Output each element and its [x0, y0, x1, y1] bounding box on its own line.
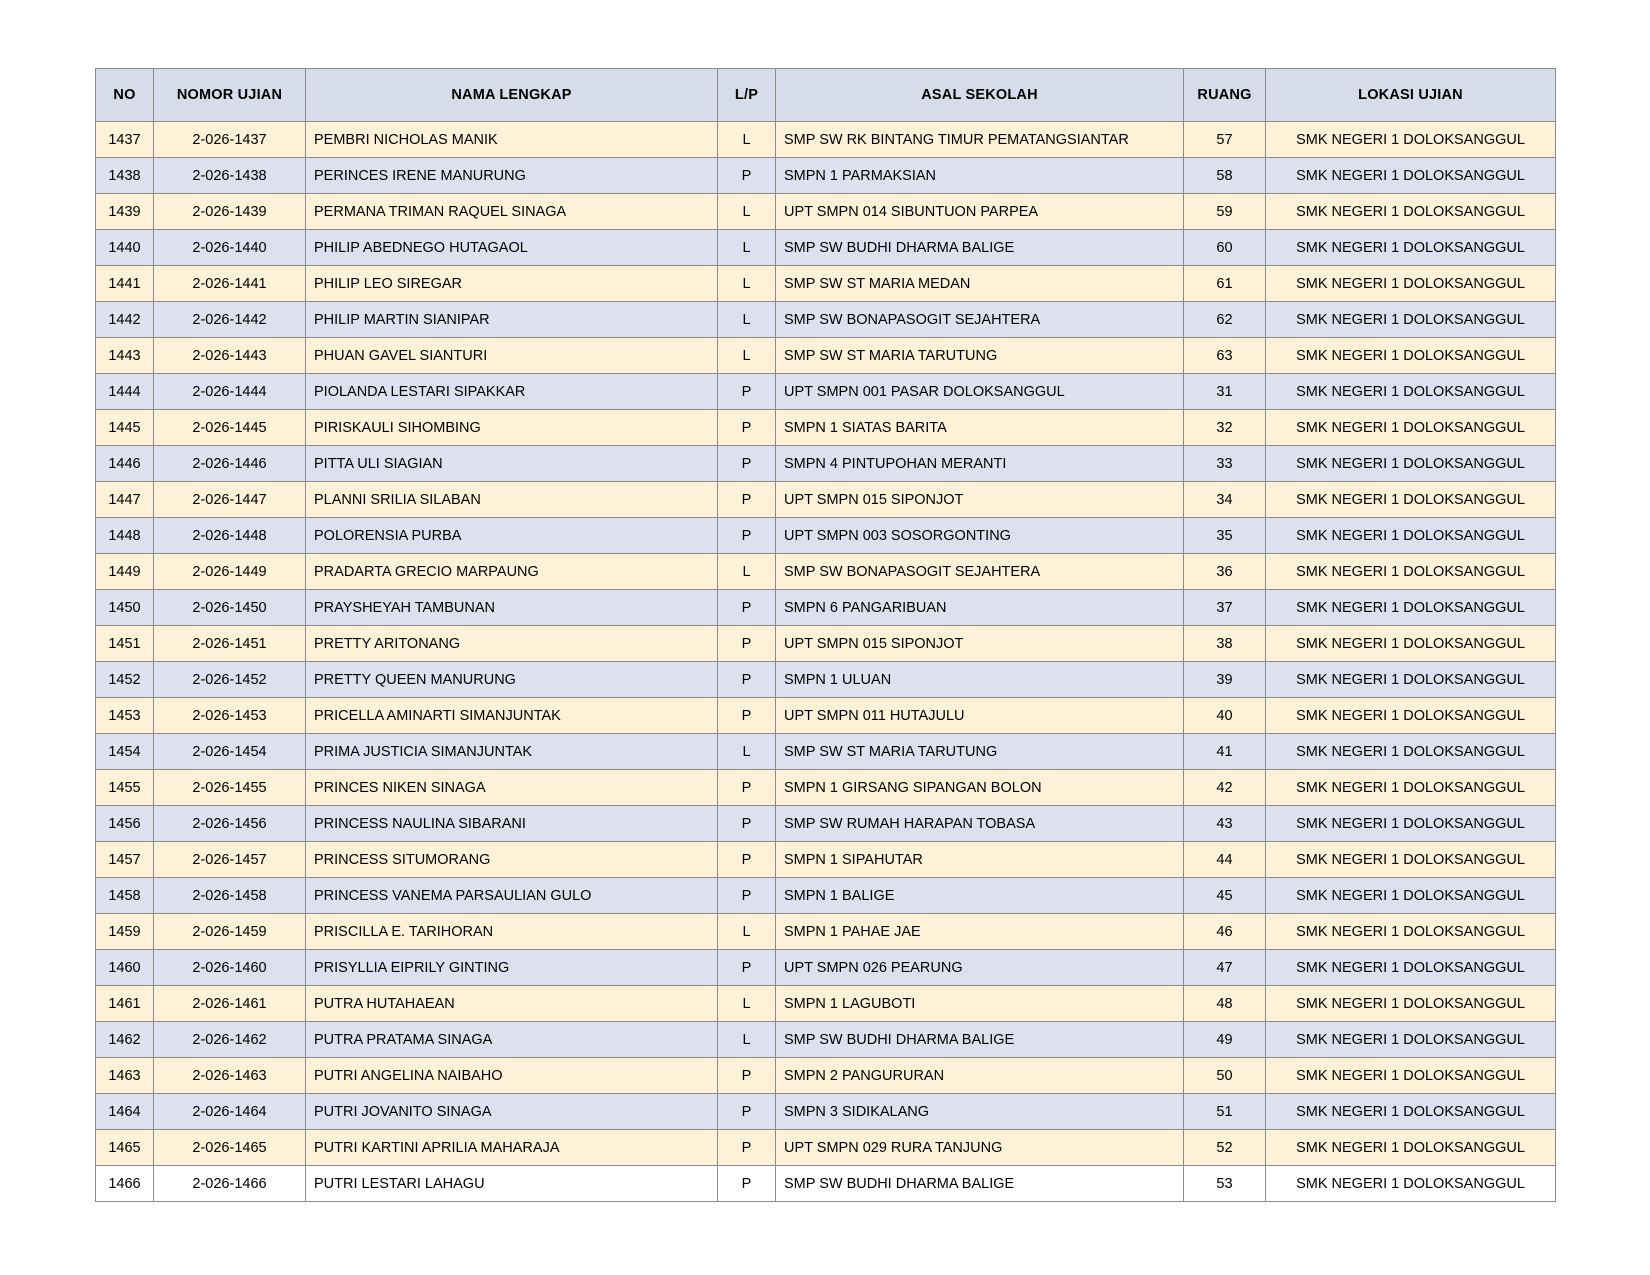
- cell-lokasi-ujian: SMK NEGERI 1 DOLOKSANGGUL: [1266, 194, 1556, 230]
- cell-no: 1464: [96, 1094, 154, 1130]
- column-header-asal-sekolah: ASAL SEKOLAH: [776, 69, 1184, 122]
- cell-asal-sekolah: SMP SW ST MARIA TARUTUNG: [776, 338, 1184, 374]
- cell-lp: P: [718, 482, 776, 518]
- cell-nama-lengkap: PRINCESS SITUMORANG: [306, 842, 718, 878]
- cell-ruang: 34: [1184, 482, 1266, 518]
- cell-nama-lengkap: PRISCILLA E. TARIHORAN: [306, 914, 718, 950]
- table-row: [96, 1058, 1556, 1094]
- cell-asal-sekolah: SMP SW BUDHI DHARMA BALIGE: [776, 1022, 1184, 1058]
- cell-lokasi-ujian: SMK NEGERI 1 DOLOKSANGGUL: [1266, 590, 1556, 626]
- table-row: [96, 158, 1556, 194]
- cell-lokasi-ujian: SMK NEGERI 1 DOLOKSANGGUL: [1266, 1166, 1556, 1202]
- cell-no: 1466: [96, 1166, 154, 1202]
- cell-nama-lengkap: PIOLANDA LESTARI SIPAKKAR: [306, 374, 718, 410]
- cell-lokasi-ujian: SMK NEGERI 1 DOLOKSANGGUL: [1266, 878, 1556, 914]
- cell-lp: L: [718, 1022, 776, 1058]
- cell-ruang: 32: [1184, 410, 1266, 446]
- cell-lp: L: [718, 914, 776, 950]
- cell-nomor-ujian: 2-026-1441: [154, 266, 306, 302]
- cell-lokasi-ujian: SMK NEGERI 1 DOLOKSANGGUL: [1266, 1058, 1556, 1094]
- table-row: [96, 626, 1556, 662]
- cell-nama-lengkap: PRADARTA GRECIO MARPAUNG: [306, 554, 718, 590]
- table-row: [96, 986, 1556, 1022]
- cell-lp: P: [718, 590, 776, 626]
- cell-asal-sekolah: SMP SW ST MARIA MEDAN: [776, 266, 1184, 302]
- table-header-row: [96, 69, 1556, 122]
- cell-nama-lengkap: PIRISKAULI SIHOMBING: [306, 410, 718, 446]
- cell-asal-sekolah: SMPN 1 PARMAKSIAN: [776, 158, 1184, 194]
- cell-nomor-ujian: 2-026-1444: [154, 374, 306, 410]
- cell-no: 1447: [96, 482, 154, 518]
- cell-asal-sekolah: SMP SW BONAPASOGIT SEJAHTERA: [776, 554, 1184, 590]
- cell-nomor-ujian: 2-026-1443: [154, 338, 306, 374]
- cell-lp: P: [718, 662, 776, 698]
- cell-lp: P: [718, 374, 776, 410]
- cell-asal-sekolah: SMPN 1 GIRSANG SIPANGAN BOLON: [776, 770, 1184, 806]
- table-row: [96, 590, 1556, 626]
- cell-ruang: 61: [1184, 266, 1266, 302]
- table-row: [96, 734, 1556, 770]
- cell-asal-sekolah: SMPN 1 PAHAE JAE: [776, 914, 1184, 950]
- cell-lp: L: [718, 986, 776, 1022]
- cell-nomor-ujian: 2-026-1461: [154, 986, 306, 1022]
- cell-lokasi-ujian: SMK NEGERI 1 DOLOKSANGGUL: [1266, 410, 1556, 446]
- cell-lp: L: [718, 338, 776, 374]
- cell-nama-lengkap: PHILIP ABEDNEGO HUTAGAOL: [306, 230, 718, 266]
- cell-asal-sekolah: SMPN 1 SIPAHUTAR: [776, 842, 1184, 878]
- cell-nomor-ujian: 2-026-1437: [154, 122, 306, 158]
- cell-nama-lengkap: PRETTY ARITONANG: [306, 626, 718, 662]
- cell-no: 1452: [96, 662, 154, 698]
- cell-nomor-ujian: 2-026-1449: [154, 554, 306, 590]
- cell-asal-sekolah: SMPN 1 ULUAN: [776, 662, 1184, 698]
- cell-ruang: 58: [1184, 158, 1266, 194]
- cell-asal-sekolah: SMPN 3 SIDIKALANG: [776, 1094, 1184, 1130]
- cell-asal-sekolah: SMP SW BUDHI DHARMA BALIGE: [776, 230, 1184, 266]
- cell-ruang: 57: [1184, 122, 1266, 158]
- cell-nama-lengkap: POLORENSIA PURBA: [306, 518, 718, 554]
- table-row: [96, 914, 1556, 950]
- cell-lp: P: [718, 446, 776, 482]
- cell-nomor-ujian: 2-026-1438: [154, 158, 306, 194]
- cell-lp: P: [718, 1166, 776, 1202]
- cell-nomor-ujian: 2-026-1447: [154, 482, 306, 518]
- cell-asal-sekolah: SMPN 1 LAGUBOTI: [776, 986, 1184, 1022]
- cell-lokasi-ujian: SMK NEGERI 1 DOLOKSANGGUL: [1266, 1022, 1556, 1058]
- cell-nomor-ujian: 2-026-1457: [154, 842, 306, 878]
- cell-asal-sekolah: SMPN 4 PINTUPOHAN MERANTI: [776, 446, 1184, 482]
- cell-lp: P: [718, 950, 776, 986]
- cell-no: 1440: [96, 230, 154, 266]
- cell-ruang: 62: [1184, 302, 1266, 338]
- cell-no: 1438: [96, 158, 154, 194]
- cell-ruang: 42: [1184, 770, 1266, 806]
- cell-lp: P: [718, 842, 776, 878]
- cell-ruang: 37: [1184, 590, 1266, 626]
- cell-ruang: 51: [1184, 1094, 1266, 1130]
- cell-lp: P: [718, 878, 776, 914]
- cell-ruang: 53: [1184, 1166, 1266, 1202]
- cell-ruang: 43: [1184, 806, 1266, 842]
- cell-nomor-ujian: 2-026-1450: [154, 590, 306, 626]
- column-header-ruang: RUANG: [1184, 69, 1266, 122]
- cell-lp: P: [718, 770, 776, 806]
- cell-ruang: 36: [1184, 554, 1266, 590]
- cell-no: 1454: [96, 734, 154, 770]
- cell-nomor-ujian: 2-026-1466: [154, 1166, 306, 1202]
- table-row: [96, 770, 1556, 806]
- column-header-no: NO: [96, 69, 154, 122]
- cell-lokasi-ujian: SMK NEGERI 1 DOLOKSANGGUL: [1266, 266, 1556, 302]
- cell-lp: L: [718, 194, 776, 230]
- cell-lp: P: [718, 1058, 776, 1094]
- table-row: [96, 1166, 1556, 1202]
- cell-nomor-ujian: 2-026-1462: [154, 1022, 306, 1058]
- cell-lokasi-ujian: SMK NEGERI 1 DOLOKSANGGUL: [1266, 302, 1556, 338]
- cell-nama-lengkap: PUTRI LESTARI LAHAGU: [306, 1166, 718, 1202]
- cell-lp: L: [718, 302, 776, 338]
- cell-lokasi-ujian: SMK NEGERI 1 DOLOKSANGGUL: [1266, 518, 1556, 554]
- cell-nomor-ujian: 2-026-1439: [154, 194, 306, 230]
- cell-asal-sekolah: SMP SW RK BINTANG TIMUR PEMATANGSIANTAR: [776, 122, 1184, 158]
- cell-nama-lengkap: PHILIP MARTIN SIANIPAR: [306, 302, 718, 338]
- table-row: [96, 950, 1556, 986]
- cell-lokasi-ujian: SMK NEGERI 1 DOLOKSANGGUL: [1266, 338, 1556, 374]
- cell-asal-sekolah: UPT SMPN 015 SIPONJOT: [776, 626, 1184, 662]
- cell-no: 1446: [96, 446, 154, 482]
- table-body: [96, 122, 1556, 1202]
- cell-ruang: 35: [1184, 518, 1266, 554]
- cell-ruang: 47: [1184, 950, 1266, 986]
- cell-ruang: 50: [1184, 1058, 1266, 1094]
- cell-lokasi-ujian: SMK NEGERI 1 DOLOKSANGGUL: [1266, 770, 1556, 806]
- cell-no: 1455: [96, 770, 154, 806]
- cell-nama-lengkap: PITTA ULI SIAGIAN: [306, 446, 718, 482]
- cell-ruang: 39: [1184, 662, 1266, 698]
- cell-ruang: 60: [1184, 230, 1266, 266]
- cell-lokasi-ujian: SMK NEGERI 1 DOLOKSANGGUL: [1266, 914, 1556, 950]
- cell-nama-lengkap: PRISYLLIA EIPRILY GINTING: [306, 950, 718, 986]
- table-row: [96, 302, 1556, 338]
- cell-lokasi-ujian: SMK NEGERI 1 DOLOKSANGGUL: [1266, 482, 1556, 518]
- cell-nomor-ujian: 2-026-1465: [154, 1130, 306, 1166]
- table-row: [96, 1130, 1556, 1166]
- cell-lokasi-ujian: SMK NEGERI 1 DOLOKSANGGUL: [1266, 374, 1556, 410]
- table-row: [96, 698, 1556, 734]
- cell-lp: P: [718, 698, 776, 734]
- cell-asal-sekolah: UPT SMPN 015 SIPONJOT: [776, 482, 1184, 518]
- table-row: [96, 554, 1556, 590]
- cell-nama-lengkap: PUTRI KARTINI APRILIA MAHARAJA: [306, 1130, 718, 1166]
- cell-asal-sekolah: UPT SMPN 029 RURA TANJUNG: [776, 1130, 1184, 1166]
- cell-asal-sekolah: UPT SMPN 011 HUTAJULU: [776, 698, 1184, 734]
- cell-nomor-ujian: 2-026-1448: [154, 518, 306, 554]
- cell-nomor-ujian: 2-026-1456: [154, 806, 306, 842]
- cell-nomor-ujian: 2-026-1440: [154, 230, 306, 266]
- cell-lokasi-ujian: SMK NEGERI 1 DOLOKSANGGUL: [1266, 626, 1556, 662]
- cell-ruang: 45: [1184, 878, 1266, 914]
- cell-nama-lengkap: PEMBRI NICHOLAS MANIK: [306, 122, 718, 158]
- cell-nomor-ujian: 2-026-1459: [154, 914, 306, 950]
- table-row: [96, 518, 1556, 554]
- table-row: [96, 878, 1556, 914]
- table-row: [96, 230, 1556, 266]
- cell-ruang: 40: [1184, 698, 1266, 734]
- table-row: [96, 842, 1556, 878]
- cell-no: 1456: [96, 806, 154, 842]
- table-header: [96, 69, 1556, 122]
- cell-lp: P: [718, 806, 776, 842]
- table-row: [96, 410, 1556, 446]
- cell-asal-sekolah: UPT SMPN 014 SIBUNTUON PARPEA: [776, 194, 1184, 230]
- table-row: [96, 122, 1556, 158]
- column-header-lokasi-ujian: LOKASI UJIAN: [1266, 69, 1556, 122]
- cell-asal-sekolah: SMPN 1 BALIGE: [776, 878, 1184, 914]
- cell-nama-lengkap: PRINCESS NAULINA SIBARANI: [306, 806, 718, 842]
- table-row: [96, 446, 1556, 482]
- cell-no: 1465: [96, 1130, 154, 1166]
- cell-lokasi-ujian: SMK NEGERI 1 DOLOKSANGGUL: [1266, 986, 1556, 1022]
- cell-lokasi-ujian: SMK NEGERI 1 DOLOKSANGGUL: [1266, 842, 1556, 878]
- cell-lp: P: [718, 1130, 776, 1166]
- cell-asal-sekolah: UPT SMPN 001 PASAR DOLOKSANGGUL: [776, 374, 1184, 410]
- cell-nomor-ujian: 2-026-1463: [154, 1058, 306, 1094]
- cell-nama-lengkap: PRINCESS VANEMA PARSAULIAN GULO: [306, 878, 718, 914]
- table-row: [96, 338, 1556, 374]
- cell-lokasi-ujian: SMK NEGERI 1 DOLOKSANGGUL: [1266, 1094, 1556, 1130]
- cell-lp: L: [718, 734, 776, 770]
- cell-no: 1451: [96, 626, 154, 662]
- cell-nama-lengkap: PRETTY QUEEN MANURUNG: [306, 662, 718, 698]
- cell-no: 1458: [96, 878, 154, 914]
- cell-nomor-ujian: 2-026-1454: [154, 734, 306, 770]
- column-header-lp: L/P: [718, 69, 776, 122]
- cell-nama-lengkap: PERMANA TRIMAN RAQUEL SINAGA: [306, 194, 718, 230]
- cell-lokasi-ujian: SMK NEGERI 1 DOLOKSANGGUL: [1266, 806, 1556, 842]
- cell-no: 1445: [96, 410, 154, 446]
- cell-lokasi-ujian: SMK NEGERI 1 DOLOKSANGGUL: [1266, 230, 1556, 266]
- cell-no: 1441: [96, 266, 154, 302]
- cell-no: 1462: [96, 1022, 154, 1058]
- table-row: [96, 374, 1556, 410]
- cell-lokasi-ujian: SMK NEGERI 1 DOLOKSANGGUL: [1266, 158, 1556, 194]
- cell-nomor-ujian: 2-026-1460: [154, 950, 306, 986]
- table-row: [96, 662, 1556, 698]
- cell-lokasi-ujian: SMK NEGERI 1 DOLOKSANGGUL: [1266, 122, 1556, 158]
- table-row: [96, 266, 1556, 302]
- cell-ruang: 38: [1184, 626, 1266, 662]
- cell-nama-lengkap: PERINCES IRENE MANURUNG: [306, 158, 718, 194]
- cell-no: 1460: [96, 950, 154, 986]
- cell-lokasi-ujian: SMK NEGERI 1 DOLOKSANGGUL: [1266, 446, 1556, 482]
- cell-lokasi-ujian: SMK NEGERI 1 DOLOKSANGGUL: [1266, 662, 1556, 698]
- cell-ruang: 52: [1184, 1130, 1266, 1166]
- cell-asal-sekolah: UPT SMPN 003 SOSORGONTING: [776, 518, 1184, 554]
- cell-nomor-ujian: 2-026-1445: [154, 410, 306, 446]
- cell-lp: P: [718, 518, 776, 554]
- cell-nama-lengkap: PHILIP LEO SIREGAR: [306, 266, 718, 302]
- cell-nomor-ujian: 2-026-1458: [154, 878, 306, 914]
- cell-lokasi-ujian: SMK NEGERI 1 DOLOKSANGGUL: [1266, 950, 1556, 986]
- column-header-nama-lengkap: NAMA LENGKAP: [306, 69, 718, 122]
- cell-asal-sekolah: UPT SMPN 026 PEARUNG: [776, 950, 1184, 986]
- cell-lokasi-ujian: SMK NEGERI 1 DOLOKSANGGUL: [1266, 554, 1556, 590]
- cell-no: 1439: [96, 194, 154, 230]
- cell-lp: L: [718, 266, 776, 302]
- cell-no: 1450: [96, 590, 154, 626]
- column-header-nomor-ujian: NOMOR UJIAN: [154, 69, 306, 122]
- cell-ruang: 44: [1184, 842, 1266, 878]
- cell-nama-lengkap: PUTRI JOVANITO SINAGA: [306, 1094, 718, 1130]
- cell-lp: L: [718, 230, 776, 266]
- cell-nama-lengkap: PLANNI SRILIA SILABAN: [306, 482, 718, 518]
- cell-ruang: 46: [1184, 914, 1266, 950]
- cell-nama-lengkap: PRICELLA AMINARTI SIMANJUNTAK: [306, 698, 718, 734]
- cell-nomor-ujian: 2-026-1455: [154, 770, 306, 806]
- cell-lp: P: [718, 626, 776, 662]
- cell-asal-sekolah: SMP SW RUMAH HARAPAN TOBASA: [776, 806, 1184, 842]
- cell-no: 1443: [96, 338, 154, 374]
- table-row: [96, 194, 1556, 230]
- table-row: [96, 806, 1556, 842]
- cell-nomor-ujian: 2-026-1453: [154, 698, 306, 734]
- cell-ruang: 48: [1184, 986, 1266, 1022]
- cell-no: 1437: [96, 122, 154, 158]
- cell-nomor-ujian: 2-026-1442: [154, 302, 306, 338]
- cell-nama-lengkap: PRINCES NIKEN SINAGA: [306, 770, 718, 806]
- cell-nama-lengkap: PRIMA JUSTICIA SIMANJUNTAK: [306, 734, 718, 770]
- cell-nomor-ujian: 2-026-1446: [154, 446, 306, 482]
- cell-lp: P: [718, 158, 776, 194]
- cell-nama-lengkap: PRAYSHEYAH TAMBUNAN: [306, 590, 718, 626]
- cell-ruang: 31: [1184, 374, 1266, 410]
- cell-lp: L: [718, 122, 776, 158]
- cell-asal-sekolah: SMP SW ST MARIA TARUTUNG: [776, 734, 1184, 770]
- cell-nomor-ujian: 2-026-1451: [154, 626, 306, 662]
- cell-asal-sekolah: SMPN 2 PANGURURAN: [776, 1058, 1184, 1094]
- cell-nama-lengkap: PUTRI ANGELINA NAIBAHO: [306, 1058, 718, 1094]
- cell-ruang: 33: [1184, 446, 1266, 482]
- cell-no: 1457: [96, 842, 154, 878]
- exam-participants-table: [95, 68, 1556, 1202]
- cell-lp: P: [718, 410, 776, 446]
- cell-ruang: 63: [1184, 338, 1266, 374]
- cell-no: 1444: [96, 374, 154, 410]
- cell-nomor-ujian: 2-026-1452: [154, 662, 306, 698]
- cell-lp: P: [718, 1094, 776, 1130]
- cell-lp: L: [718, 554, 776, 590]
- cell-no: 1448: [96, 518, 154, 554]
- cell-ruang: 59: [1184, 194, 1266, 230]
- cell-ruang: 41: [1184, 734, 1266, 770]
- cell-nama-lengkap: PUTRA PRATAMA SINAGA: [306, 1022, 718, 1058]
- cell-asal-sekolah: SMP SW BONAPASOGIT SEJAHTERA: [776, 302, 1184, 338]
- cell-ruang: 49: [1184, 1022, 1266, 1058]
- cell-nama-lengkap: PHUAN GAVEL SIANTURI: [306, 338, 718, 374]
- table-row: [96, 1094, 1556, 1130]
- cell-asal-sekolah: SMPN 6 PANGARIBUAN: [776, 590, 1184, 626]
- cell-asal-sekolah: SMP SW BUDHI DHARMA BALIGE: [776, 1166, 1184, 1202]
- table-row: [96, 1022, 1556, 1058]
- cell-no: 1461: [96, 986, 154, 1022]
- cell-asal-sekolah: SMPN 1 SIATAS BARITA: [776, 410, 1184, 446]
- cell-lokasi-ujian: SMK NEGERI 1 DOLOKSANGGUL: [1266, 1130, 1556, 1166]
- cell-no: 1459: [96, 914, 154, 950]
- table-row: [96, 482, 1556, 518]
- cell-no: 1453: [96, 698, 154, 734]
- cell-nomor-ujian: 2-026-1464: [154, 1094, 306, 1130]
- cell-no: 1442: [96, 302, 154, 338]
- cell-no: 1449: [96, 554, 154, 590]
- cell-lokasi-ujian: SMK NEGERI 1 DOLOKSANGGUL: [1266, 734, 1556, 770]
- cell-lokasi-ujian: SMK NEGERI 1 DOLOKSANGGUL: [1266, 698, 1556, 734]
- cell-nama-lengkap: PUTRA HUTAHAEAN: [306, 986, 718, 1022]
- cell-no: 1463: [96, 1058, 154, 1094]
